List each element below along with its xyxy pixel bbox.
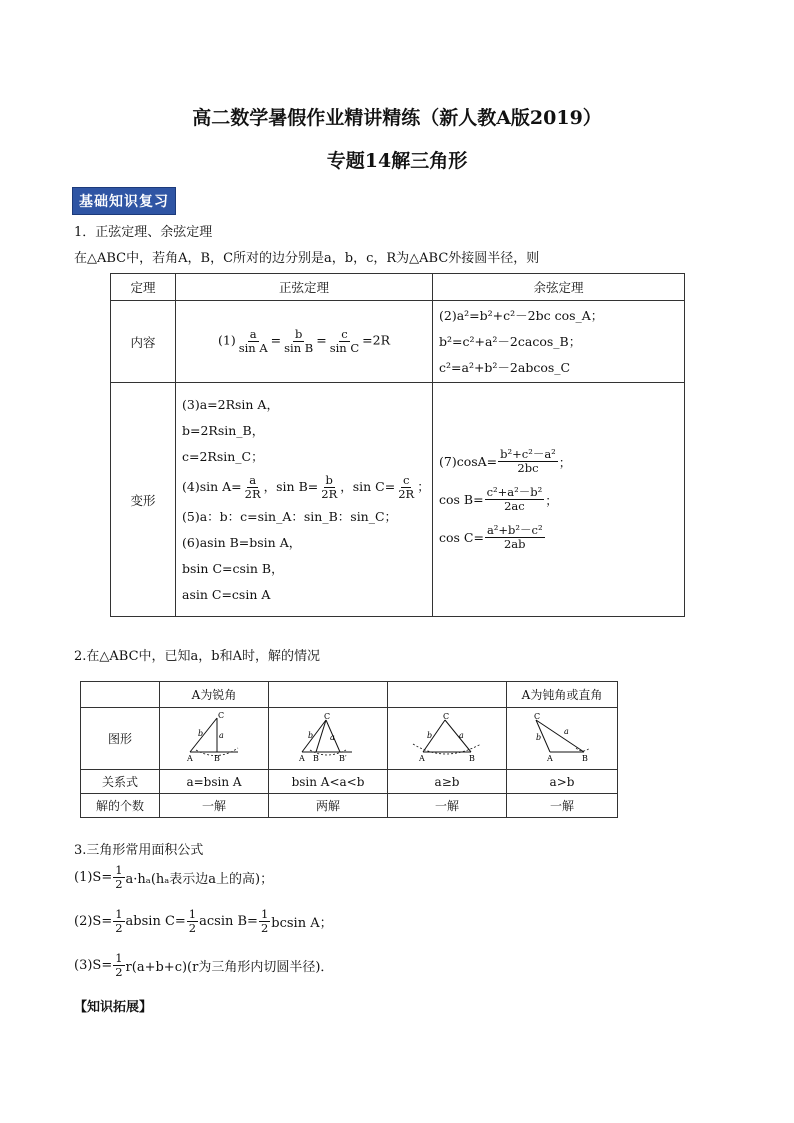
svg-text:B: B — [582, 754, 588, 763]
cosine-variant-line: cos B= $\frac{\text{c²+a²－b²}}{2ac}$ ； — [439, 485, 558, 513]
relation-cell: a≥b — [388, 770, 507, 794]
sine-variant-line: (3)a=2Rsin A， — [182, 396, 279, 412]
sine-variant-line: bsin C=csin B， — [182, 560, 284, 576]
sine-variant-line: (4)sin A= $\frac{a}{2R}$ ，sin B= $\frac{b}{2R}$ ，sin C= $\frac{c}{2R}$ ； — [182, 472, 430, 501]
cosine-variant-line: (7)cosA= $\frac{\text{b²+c²－a²}}{2bc}$ ； — [439, 447, 572, 475]
header-acute: A为锐角 — [160, 682, 269, 708]
cosine-law-cell — [433, 301, 685, 383]
row-label: 图形 — [81, 708, 160, 770]
relation-cell: bsin A<a<b — [269, 770, 388, 794]
header-cell — [388, 682, 507, 708]
section1-intro: 在△ABC中，若角A，B，C所对的边分别是a，b，c，R为△ABC外接圆半径，则 — [74, 251, 540, 266]
theorem-table — [110, 273, 685, 617]
cosine-line: (2)a²=b²+c²－2bc cos_A； — [439, 307, 604, 323]
svg-text:b: b — [308, 731, 314, 740]
section1-heading: 1．正弦定理、余弦定理 — [74, 225, 213, 240]
row-label: 关系式 — [81, 770, 160, 794]
row-label: 解的个数 — [81, 794, 160, 818]
figure-cell — [269, 708, 388, 770]
sine-variant-line: (5)a：b：c=sin_A：sin_B：sin_C； — [182, 508, 398, 524]
svg-text:B: B — [214, 754, 220, 763]
figure-row — [81, 708, 618, 770]
cosine-variant-line: cos C= $\frac{\text{a²+b²－c²}}{2ab}$ — [439, 523, 543, 551]
area-formula-1: (1)S= $\frac{1}{2}$ a·hₐ(hₐ表示边a上的高)； — [74, 863, 274, 891]
theorem-table-header — [111, 274, 685, 301]
svg-text:B′: B′ — [339, 754, 347, 763]
sine-variant-line: c=2Rsin_C； — [182, 448, 264, 464]
cosine-line: c²=a²+b²－2abcos_C — [439, 359, 571, 375]
triangle-figure-1 — [184, 710, 244, 764]
count-row — [81, 794, 618, 818]
header-cell — [269, 682, 388, 708]
area-formula-3: (3)S= $\frac{1}{2}$ r(a+b+c)(r为三角形内切圆半径)． — [74, 951, 334, 979]
section2-heading: 2.在△ABC中，已知a，b和A时，解的情况 — [74, 649, 320, 664]
triangle-figure-2 — [296, 710, 360, 764]
svg-text:a: a — [219, 731, 224, 740]
area-formula-2: (2)S= $\frac{1}{2}$ absin C= $\frac{1}{2}$ acsin B= $\frac{1}{2}$ bcsin A； — [74, 907, 333, 935]
page-title: 高二数学暑假作业精讲精练（新人教A版2019） — [192, 107, 602, 129]
header-cell: 余弦定理 — [433, 274, 685, 301]
fraction: $\frac{b}{\text{sin B}}$ — [284, 327, 314, 355]
svg-text:b: b — [536, 733, 542, 742]
sine-variant-cell — [176, 383, 433, 617]
header-cell: 正弦定理 — [176, 274, 433, 301]
sine-variant-line: asin C=csin A — [182, 586, 271, 602]
svg-text:C: C — [534, 712, 541, 721]
sine-suffix: =2R — [362, 333, 391, 348]
knowledge-extension-heading: 【知识拓展】 — [74, 1000, 153, 1015]
figure-cell — [507, 708, 618, 770]
svg-text:b: b — [198, 729, 204, 738]
figure-cell — [160, 708, 269, 770]
svg-text:a: a — [564, 727, 569, 736]
cases-header-row — [81, 682, 618, 708]
content-row — [111, 301, 685, 383]
figure-cell — [388, 708, 507, 770]
relation-row — [81, 770, 618, 794]
section3-heading: 3.三角形常用面积公式 — [74, 843, 204, 858]
count-cell: 两解 — [269, 794, 388, 818]
sine-variant-line: (6)asin B=bsin A， — [182, 534, 302, 550]
svg-text:A: A — [187, 754, 193, 763]
triangle-figure-3 — [409, 710, 485, 764]
variant-row — [111, 383, 685, 617]
header-cell — [81, 682, 160, 708]
sine-law-cell: (1) $\frac{a}{\text{sin A}}$ = $\frac{b}{\text{sin B}}$ = $\frac{c}{\text{sin C}}$ =2R — [176, 301, 433, 383]
page-subtitle: 专题14解三角形 — [326, 150, 468, 172]
svg-text:C: C — [443, 712, 450, 721]
header-cell: 定理 — [111, 274, 176, 301]
triangle-figure-4 — [530, 710, 594, 764]
row-label: 变形 — [111, 383, 176, 617]
cosine-line: b²=c²+a²－2cacos_B； — [439, 333, 582, 349]
svg-text:B: B — [313, 754, 319, 763]
count-cell: 一解 — [507, 794, 618, 818]
svg-text:A: A — [419, 754, 425, 763]
svg-text:b: b — [427, 731, 433, 740]
row-label: 内容 — [111, 301, 176, 383]
svg-text:a: a — [459, 731, 464, 740]
relation-cell: a>b — [507, 770, 618, 794]
cosine-variant-cell — [433, 383, 685, 617]
svg-text:C: C — [218, 711, 225, 720]
relation-cell: a=bsin A — [160, 770, 269, 794]
fraction: $\frac{a}{\text{sin A}}$ — [238, 327, 268, 355]
section-banner: 基础知识复习 — [72, 187, 176, 215]
svg-text:B: B — [469, 754, 475, 763]
svg-text:a: a — [330, 733, 335, 742]
count-cell: 一解 — [160, 794, 269, 818]
sine-variant-line: b=2Rsin_B， — [182, 422, 265, 438]
header-obtuse: A为钝角或直角 — [507, 682, 618, 708]
solution-cases-table — [80, 681, 618, 818]
svg-text:A: A — [547, 754, 553, 763]
sine-prefix: (1) — [217, 333, 236, 348]
count-cell: 一解 — [388, 794, 507, 818]
svg-text:A: A — [299, 754, 305, 763]
fraction: $\frac{c}{\text{sin C}}$ — [329, 327, 360, 355]
svg-text:C: C — [324, 712, 331, 721]
